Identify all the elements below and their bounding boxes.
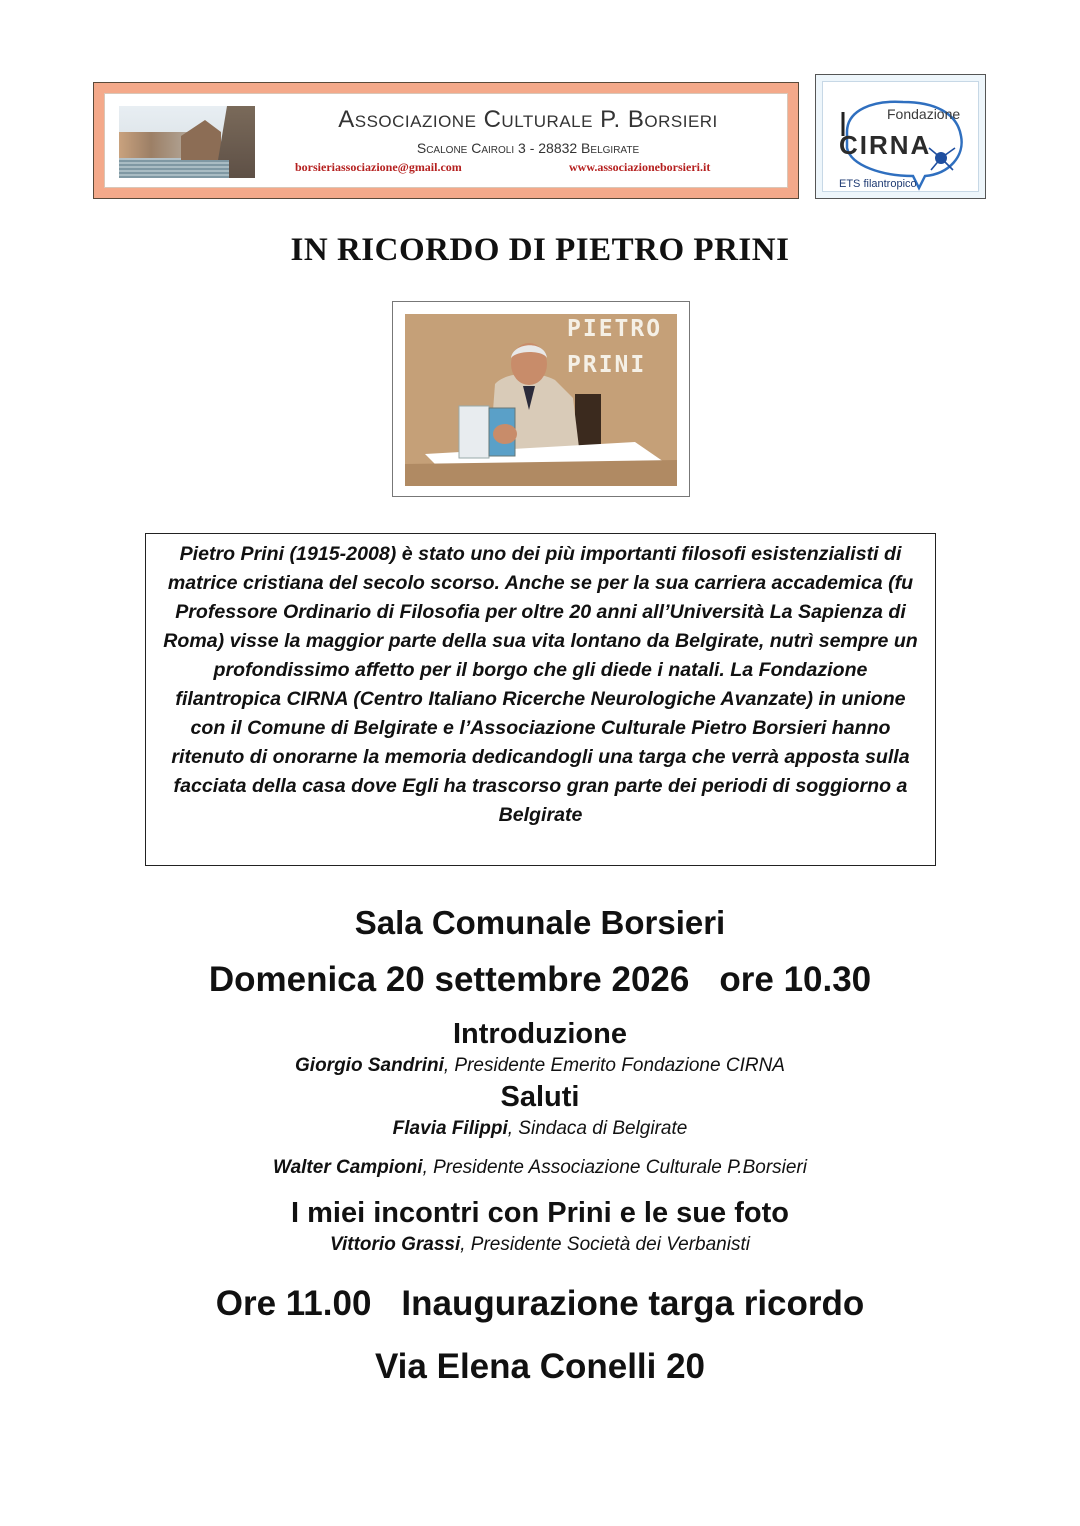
talk-speaker-role: , Presidente Società dei Verbanisti [460, 1234, 750, 1255]
banner-inner [104, 93, 788, 188]
logo-fondazione-text: Fondazione [887, 106, 961, 122]
logo-cirna-text: CIRNA [839, 130, 932, 160]
saluti-speaker-1-role: , Sindaca di Belgirate [507, 1118, 688, 1139]
cirna-logo [815, 74, 986, 199]
portrait-frame [392, 301, 690, 497]
lake-sketch-image [119, 106, 255, 178]
event-venue: Sala Comunale Borsieri [354, 904, 726, 941]
biography-text: Pietro Prini (1915-2008) è stato uno dei più importanti filosofi esistenzialisti di matrice cristiana del secolo scorso. Anche se per la sua carriera accademica (fu Professore Ordinario di Filosofia per oltre 20 anni all’Università La Sapienza di Roma) visse la maggior parte della sua vita lontano da Belgirate, nutrì sempre un profondissimo affetto per il borgo che gli diede i natali. La Fondazione filantropica CIRNA (Centro Italiano Ricerche Neurologiche Avanzate) in unione con il Comune di Belgirate e l’Associazione Culturale Pietro Borsieri hanno ritenuto di onorarne la memoria dedicandogli una targa che verrà apposta sulla facciata della casa dove Egli ha trascorso gran parte dei periodi di soggiorno a Belgirate [163, 543, 918, 826]
saluti-speaker-2-name: Walter Campioni [273, 1157, 423, 1178]
event-date-line [0, 960, 1080, 1000]
intro-speaker [0, 1055, 1080, 1077]
intro-heading: Introduzione [453, 1018, 627, 1050]
intro-speaker-role: , Presidente Emerito Fondazione CIRNA [443, 1055, 785, 1076]
inauguration-line [0, 1284, 1080, 1324]
biography-box [145, 533, 936, 866]
association-name: Associazione Culturale P. Borsieri [338, 106, 718, 133]
inauguration-title: Inaugurazione targa ricordo [401, 1284, 865, 1323]
association-website: www.associazioneborsieri.it [569, 160, 711, 174]
event-date: Domenica 20 settembre 2026 [208, 960, 690, 999]
talk-speaker [0, 1234, 1080, 1256]
association-banner [93, 82, 799, 199]
saluti-speaker-1-name: Flavia Filippi [392, 1118, 508, 1139]
page-title: IN RICORDO DI PIETRO PRINI [290, 232, 790, 268]
cirna-logo-inner [822, 81, 979, 192]
saluti-speaker-1 [0, 1118, 1080, 1140]
portrait-photo [405, 314, 677, 486]
event-address: Via Elena Conelli 20 [374, 1347, 706, 1386]
talk-speaker-name: Vittorio Grassi [330, 1234, 461, 1255]
inauguration-time: Ore 11.00 [215, 1284, 372, 1323]
portrait-label-first: PIETRO [567, 316, 663, 342]
association-email: borsieriassociazione@gmail.com [295, 160, 462, 174]
intro-speaker-name: Giorgio Sandrini [295, 1055, 444, 1076]
saluti-speaker-2-role: , Presidente Associazione Culturale P.Borsieri [422, 1157, 807, 1178]
logo-tagline: ETS filantropico [839, 178, 917, 190]
saluti-speaker-2 [0, 1157, 1080, 1179]
event-time: ore 10.30 [719, 960, 872, 999]
talk-heading: I miei incontri con Prini e le sue foto [291, 1197, 789, 1229]
association-address: Scalone Cairoli 3 - 28832 Belgirate [416, 140, 640, 156]
saluti-heading: Saluti [500, 1081, 580, 1113]
portrait-label-last: PRINI [567, 352, 647, 378]
